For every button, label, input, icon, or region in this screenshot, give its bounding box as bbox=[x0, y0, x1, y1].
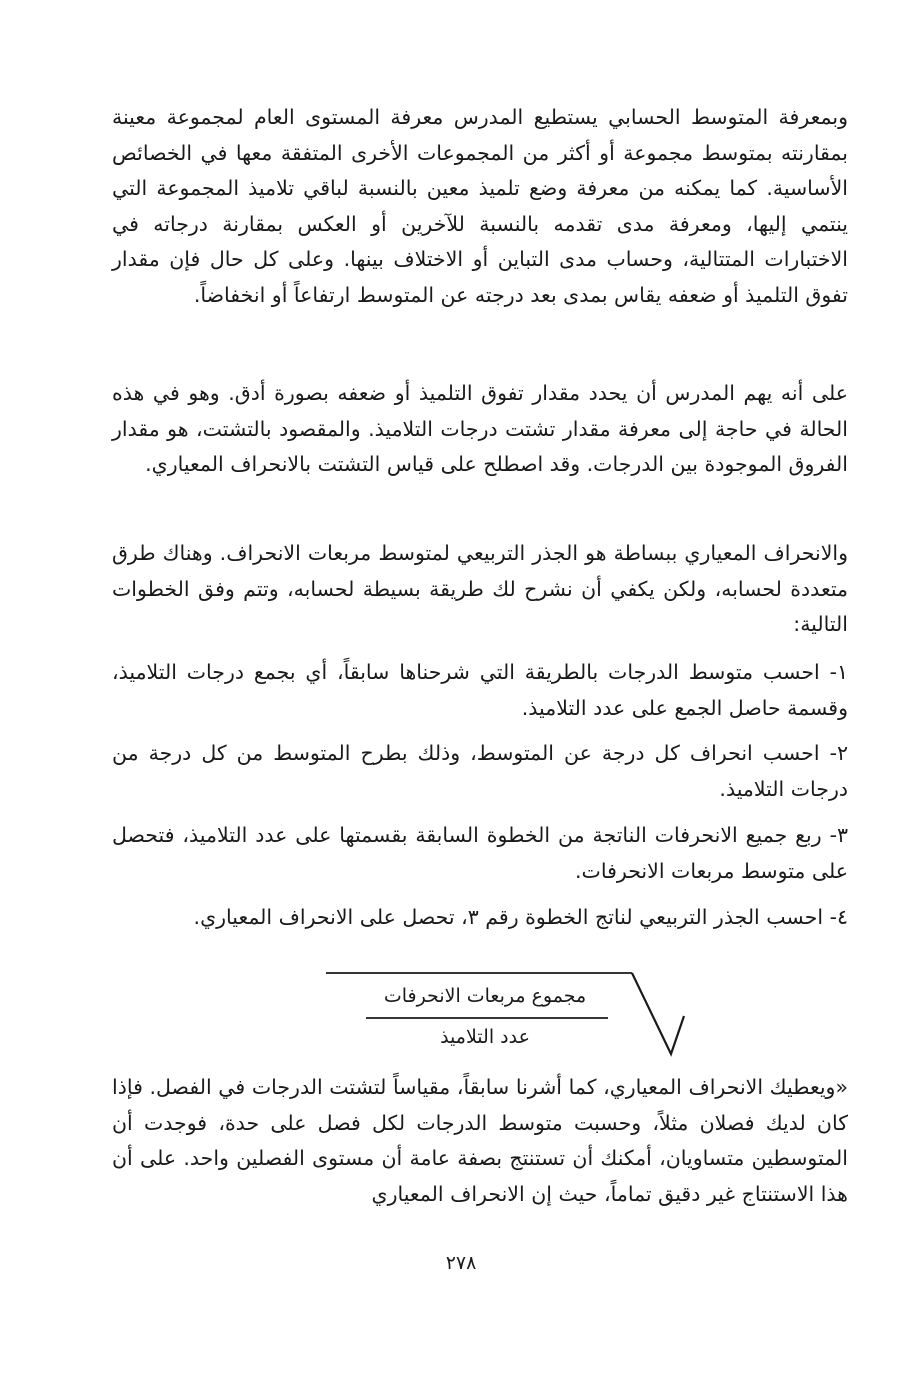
step-1: ١- احسب متوسط الدرجات بالطريقة التي شرحناها سابقاً، أي بجمع درجات التلاميذ، وقسمة حاصل الجمع على عدد التلاميذ. bbox=[112, 660, 848, 720]
step-2: ٢- احسب انحراف كل درجة عن المتوسط، وذلك بطرح المتوسط من كل درجة من درجات التلاميذ. bbox=[112, 741, 848, 801]
paragraph-arithmetic-mean: وبمعرفة المتوسط الحسابي يستطيع المدرس معرفة المستوى العام لمجموعة معينة بمقارنته بمتوسط مجموعة أو أكثر من المجموعات الأخرى المتفقة معها في الخصائص الأساسية. كما يمكنه من معرفة وضع تلميذ معين بالنسبة لباقي تلاميذ المجموعة التي ينتمي إليها، ومعرفة مدى تقدمه بالنسبة للآخرين أو العكس بمقارنة درجاته في الاختبارات المتتالية، وحساب مدى التباين أو الاختلاف بينها. وعلى كل حال فإن مقدار تفوق التلميذ أو ضعفه يقاس بمدى بعد درجته عن المتوسط ارتفاعاً أو انخفاضاً. bbox=[112, 105, 848, 307]
paragraph-comparison-example: «ويعطيك الانحراف المعياري، كما أشرنا سابقاً، مقياساً لتشتت الدرجات في الفصل. فإذا كان لديك فصلان مثلاً، وحسبت متوسط الدرجات لكل فصل على حدة، فوجدت أن المتوسطين متساويان، أمكنك أن تستنتج بصفة عامة أن مستوى الفصلين واحد. على أن هذا الاستنتاج غير دقيق تماماً، حيث إن الانحراف المعياري bbox=[112, 1075, 848, 1206]
paragraph-standard-deviation: والانحراف المعياري ببساطة هو الجذر التربيعي لمتوسط مربعات الانحراف. وهناك طرق متعددة لحسابه، ولكن يكفي أن نشرح لك طريقة بسيطة لحسابه، وتتم وفق الخطوات التالية: bbox=[112, 541, 848, 636]
step-3: ٣- ربع جميع الانحرفات الناتجة من الخطوة السابقة بقسمتها على عدد التلاميذ، فتحصل على متوسط مربعات الانحرفات. bbox=[112, 823, 848, 883]
paragraph-dispersion: على أنه يهم المدرس أن يحدد مقدار تفوق التلميذ أو ضعفه بصورة أدق. وهو في هذه الحالة في حاجة إلى معرفة مقدار تشتت درجات التلاميذ. والمقصود بالتشتت، هو مقدار الفروق الموجودة بين الدرجات. وقد اصطلح على قياس التشتت بالانحراف المعياري. bbox=[112, 381, 848, 476]
step-4: ٤- احسب الجذر التربيعي لناتج الخطوة رقم ٣، تحصل على الانحراف المعياري. bbox=[193, 905, 848, 929]
page-number: ٢٧٨ bbox=[445, 1252, 477, 1274]
standard-deviation-formula bbox=[320, 966, 690, 1058]
formula-denominator: عدد التلاميذ bbox=[440, 1026, 530, 1048]
formula-numerator: مجموع مربعات الانحرفات bbox=[383, 985, 587, 1007]
